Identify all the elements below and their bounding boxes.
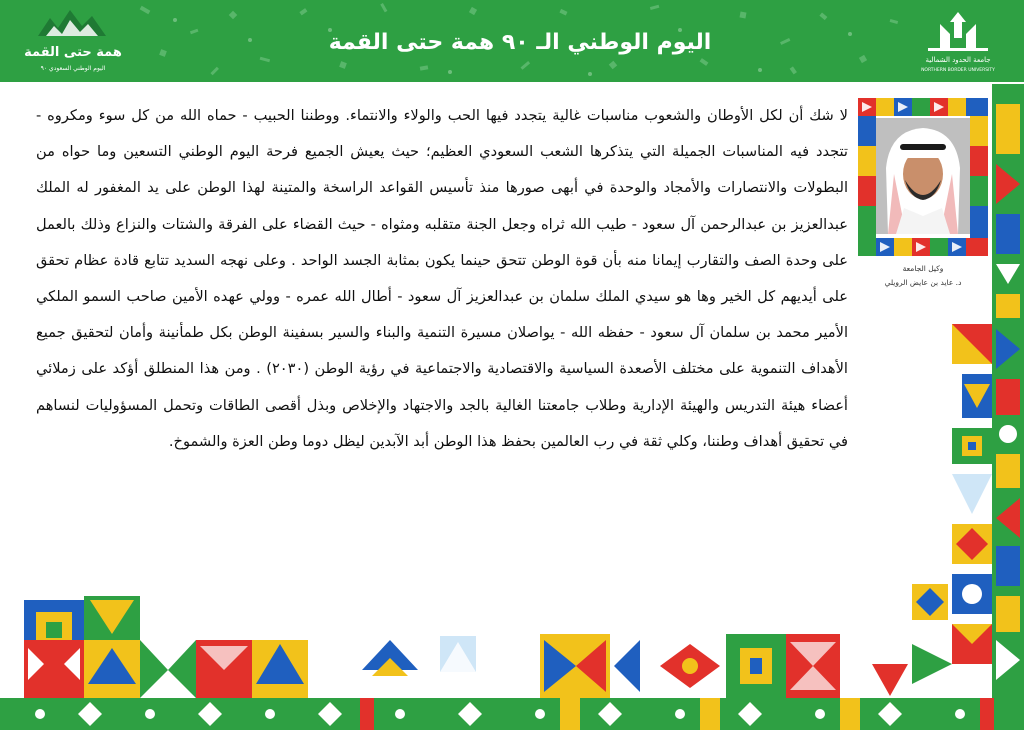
article-body: لا شك أن لكل الأوطان والشعوب مناسبات غالية يتجدد فيها الحب والولاء والانتماء. ووطننا الحبيب - حماه الله من كل سوء ومكروه - تتجدد فيه المناسبات الجميلة التي يتذكرها الشعب السعودي العظيم؛ حيث يعيش الجميع فرحة اليوم الوطني التسعين وما حواه من البطولات والانتصارات والأمجاد والوحدة في أبهى صورها منذ تأسيس القواعد الراسخة والمتينة لهذا الوطن على يد المغفور له الملك عبدالعزيز بن عبدالرحمن آل سعود - طيب الله ثراه وجعل الجنة متقلبه ومثواه - حيث القضاء على الفرقة والشتات والنزاع وذلك بالعمل على وحدة الصف والتقارب إيمانا منه بأن قوة الوطن تتحق حينما يكون بمثابة الجسد الواحد . وعلى نهجه السديد تتابع قادة عظام تحقق على أيديهم كل الخير وها هو سيدي الملك سلمان بن عبدالعزيز آل سعود - أطال الله عمره - وولي عهده الأمين صاحب السمو الملكي الأمير محمد بن سلمان آل سعود - حفظه الله - يواصلان مسيرة التنمية والبناء والسير بسفينة الوطن بكل طمأنينة وأمان لتحقيق جميع الأهداف التنموية على مختلف الأصعدة السياسية والاقتصادية والاجتماعية في رؤية الوطن (٢٠٣٠) . ومن هذا المنطلق أؤكد على زملائي أعضاء هيئة التدريس والهيئة الإدارية وطلاب جامعتنا الغالية بالجد والاجتهاد والإخلاص وبذل أقصى الطاقات وتحمل المسؤوليات لنساهم في تحقيق أهداف وطننا، وكلي ثقة في رب العالمين بحفظ هذا الوطن أبد الآبدين ليظل دوما وطن العزة والشموخ. <box>36 107 848 450</box>
bottom-border-strip <box>0 698 1024 730</box>
campaign-logo <box>18 6 128 78</box>
header-banner <box>0 0 1024 82</box>
portrait-photo <box>876 118 970 234</box>
university-logo-subtitle: NORTHERN BORDER UNIVERSITY <box>921 68 995 73</box>
university-logo-text: جامعة الحدود الشمالية <box>925 56 991 64</box>
profile-role: وكيل الجامعة <box>902 264 944 273</box>
university-logo <box>910 8 1006 76</box>
campaign-logo-text: همة حتى القمة <box>24 45 122 60</box>
profile-name: د. عايد بن عايض الرويلي <box>884 278 962 287</box>
campaign-logo-subtitle: اليوم الوطني السعودي ٩٠ <box>40 65 106 72</box>
profile-card <box>858 98 988 308</box>
portrait-illustration <box>876 118 970 234</box>
profile-caption <box>858 262 988 290</box>
page-title: اليوم الوطني الـ ٩٠ همة حتى القمة <box>328 30 712 55</box>
